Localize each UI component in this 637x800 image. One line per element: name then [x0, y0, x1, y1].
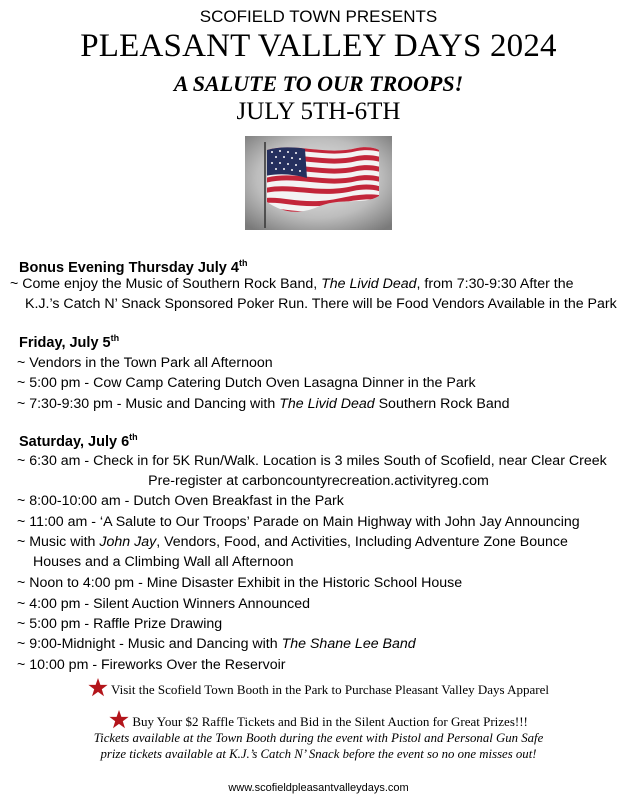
saturday-item-4: ~ Music with John Jay, Vendors, Food, and Activities, Including Adventure Zone Bounce	[17, 534, 568, 550]
saturday-item-4-cont: Houses and a Climbing Wall all Afternoon	[33, 554, 294, 570]
friday-item-1: ~ Vendors in the Town Park all Afternoon	[17, 355, 273, 371]
saturday-item-6: ~ 4:00 pm - Silent Auction Winners Announced	[17, 596, 310, 612]
thursday-line-1: ~ Come enjoy the Music of Southern Rock Band, The Livid Dead, from 7:30-9:30 After the	[10, 276, 574, 292]
american-flag-image	[245, 136, 392, 230]
saturday-heading: Saturday, July 6th	[19, 432, 138, 450]
band-name: The Livid Dead	[279, 396, 375, 412]
raffle-note: Buy Your $2 Raffle Tickets and Bid in the Silent Auction for Great Prizes!!!	[0, 710, 637, 730]
saturday-item-3: ~ 11:00 am - ‘A Salute to Our Troops’ Parade on Main Highway with John Jay Announcing	[17, 514, 580, 530]
presents-line: SCOFIELD TOWN PRESENTS	[199, 7, 438, 26]
booth-note: Visit the Scofield Town Booth in the Park to Purchase Pleasant Valley Days Apparel	[0, 678, 637, 698]
event-subtitle: A SALUTE TO OUR TROOPS!	[173, 71, 464, 96]
saturday-item-2: ~ 8:00-10:00 am - Dutch Oven Breakfast in the Park	[17, 493, 344, 509]
tickets-note-1: Tickets available at the Town Booth during the event with Pistol and Personal Gun Safe	[93, 731, 544, 745]
saturday-item-8: ~ 9:00-Midnight - Music and Dancing with The Shane Lee Band	[17, 636, 416, 652]
band-name: The Livid Dead	[321, 276, 417, 292]
saturday-item-5: ~ Noon to 4:00 pm - Mine Disaster Exhibit in the Historic School House	[17, 575, 463, 591]
saturday-item-7: ~ 5:00 pm - Raffle Prize Drawing	[17, 616, 223, 632]
thursday-line-2: K.J.’s Catch N’ Snack Sponsored Poker Run. There will be Food Vendors Available in the Park	[25, 296, 617, 312]
thursday-heading: Bonus Evening Thursday July 4th	[19, 258, 248, 276]
friday-item-3: ~ 7:30-9:30 pm - Music and Dancing with The Livid Dead Southern Rock Band	[17, 396, 510, 412]
saturday-item-9: ~ 10:00 pm - Fireworks Over the Reservoir	[17, 657, 286, 673]
saturday-item-1: ~ 6:30 am - Check in for 5K Run/Walk. Location is 3 miles South of Scofield, near Clear Creek	[17, 453, 607, 469]
saturday-item-1-cont: Pre-register at carboncountyrecreation.activityreg.com	[148, 473, 489, 489]
tickets-note-2: prize tickets available at K.J.’s Catch N’ Snack before the event so no one misses out!	[100, 747, 537, 761]
friday-item-2: ~ 5:00 pm - Cow Camp Catering Dutch Oven Lasagna Dinner in the Park	[17, 375, 476, 391]
friday-heading: Friday, July 5th	[19, 333, 120, 351]
event-title: PLEASANT VALLEY DAYS 2024	[80, 28, 557, 64]
star-icon	[109, 710, 129, 729]
star-icon	[88, 678, 108, 697]
band-name: The Shane Lee Band	[281, 636, 416, 652]
event-dates: JULY 5TH-6TH	[236, 98, 401, 125]
performer-name: John Jay	[99, 534, 157, 550]
website-link[interactable]: www.scofieldpleasantvalleydays.com	[228, 782, 409, 794]
